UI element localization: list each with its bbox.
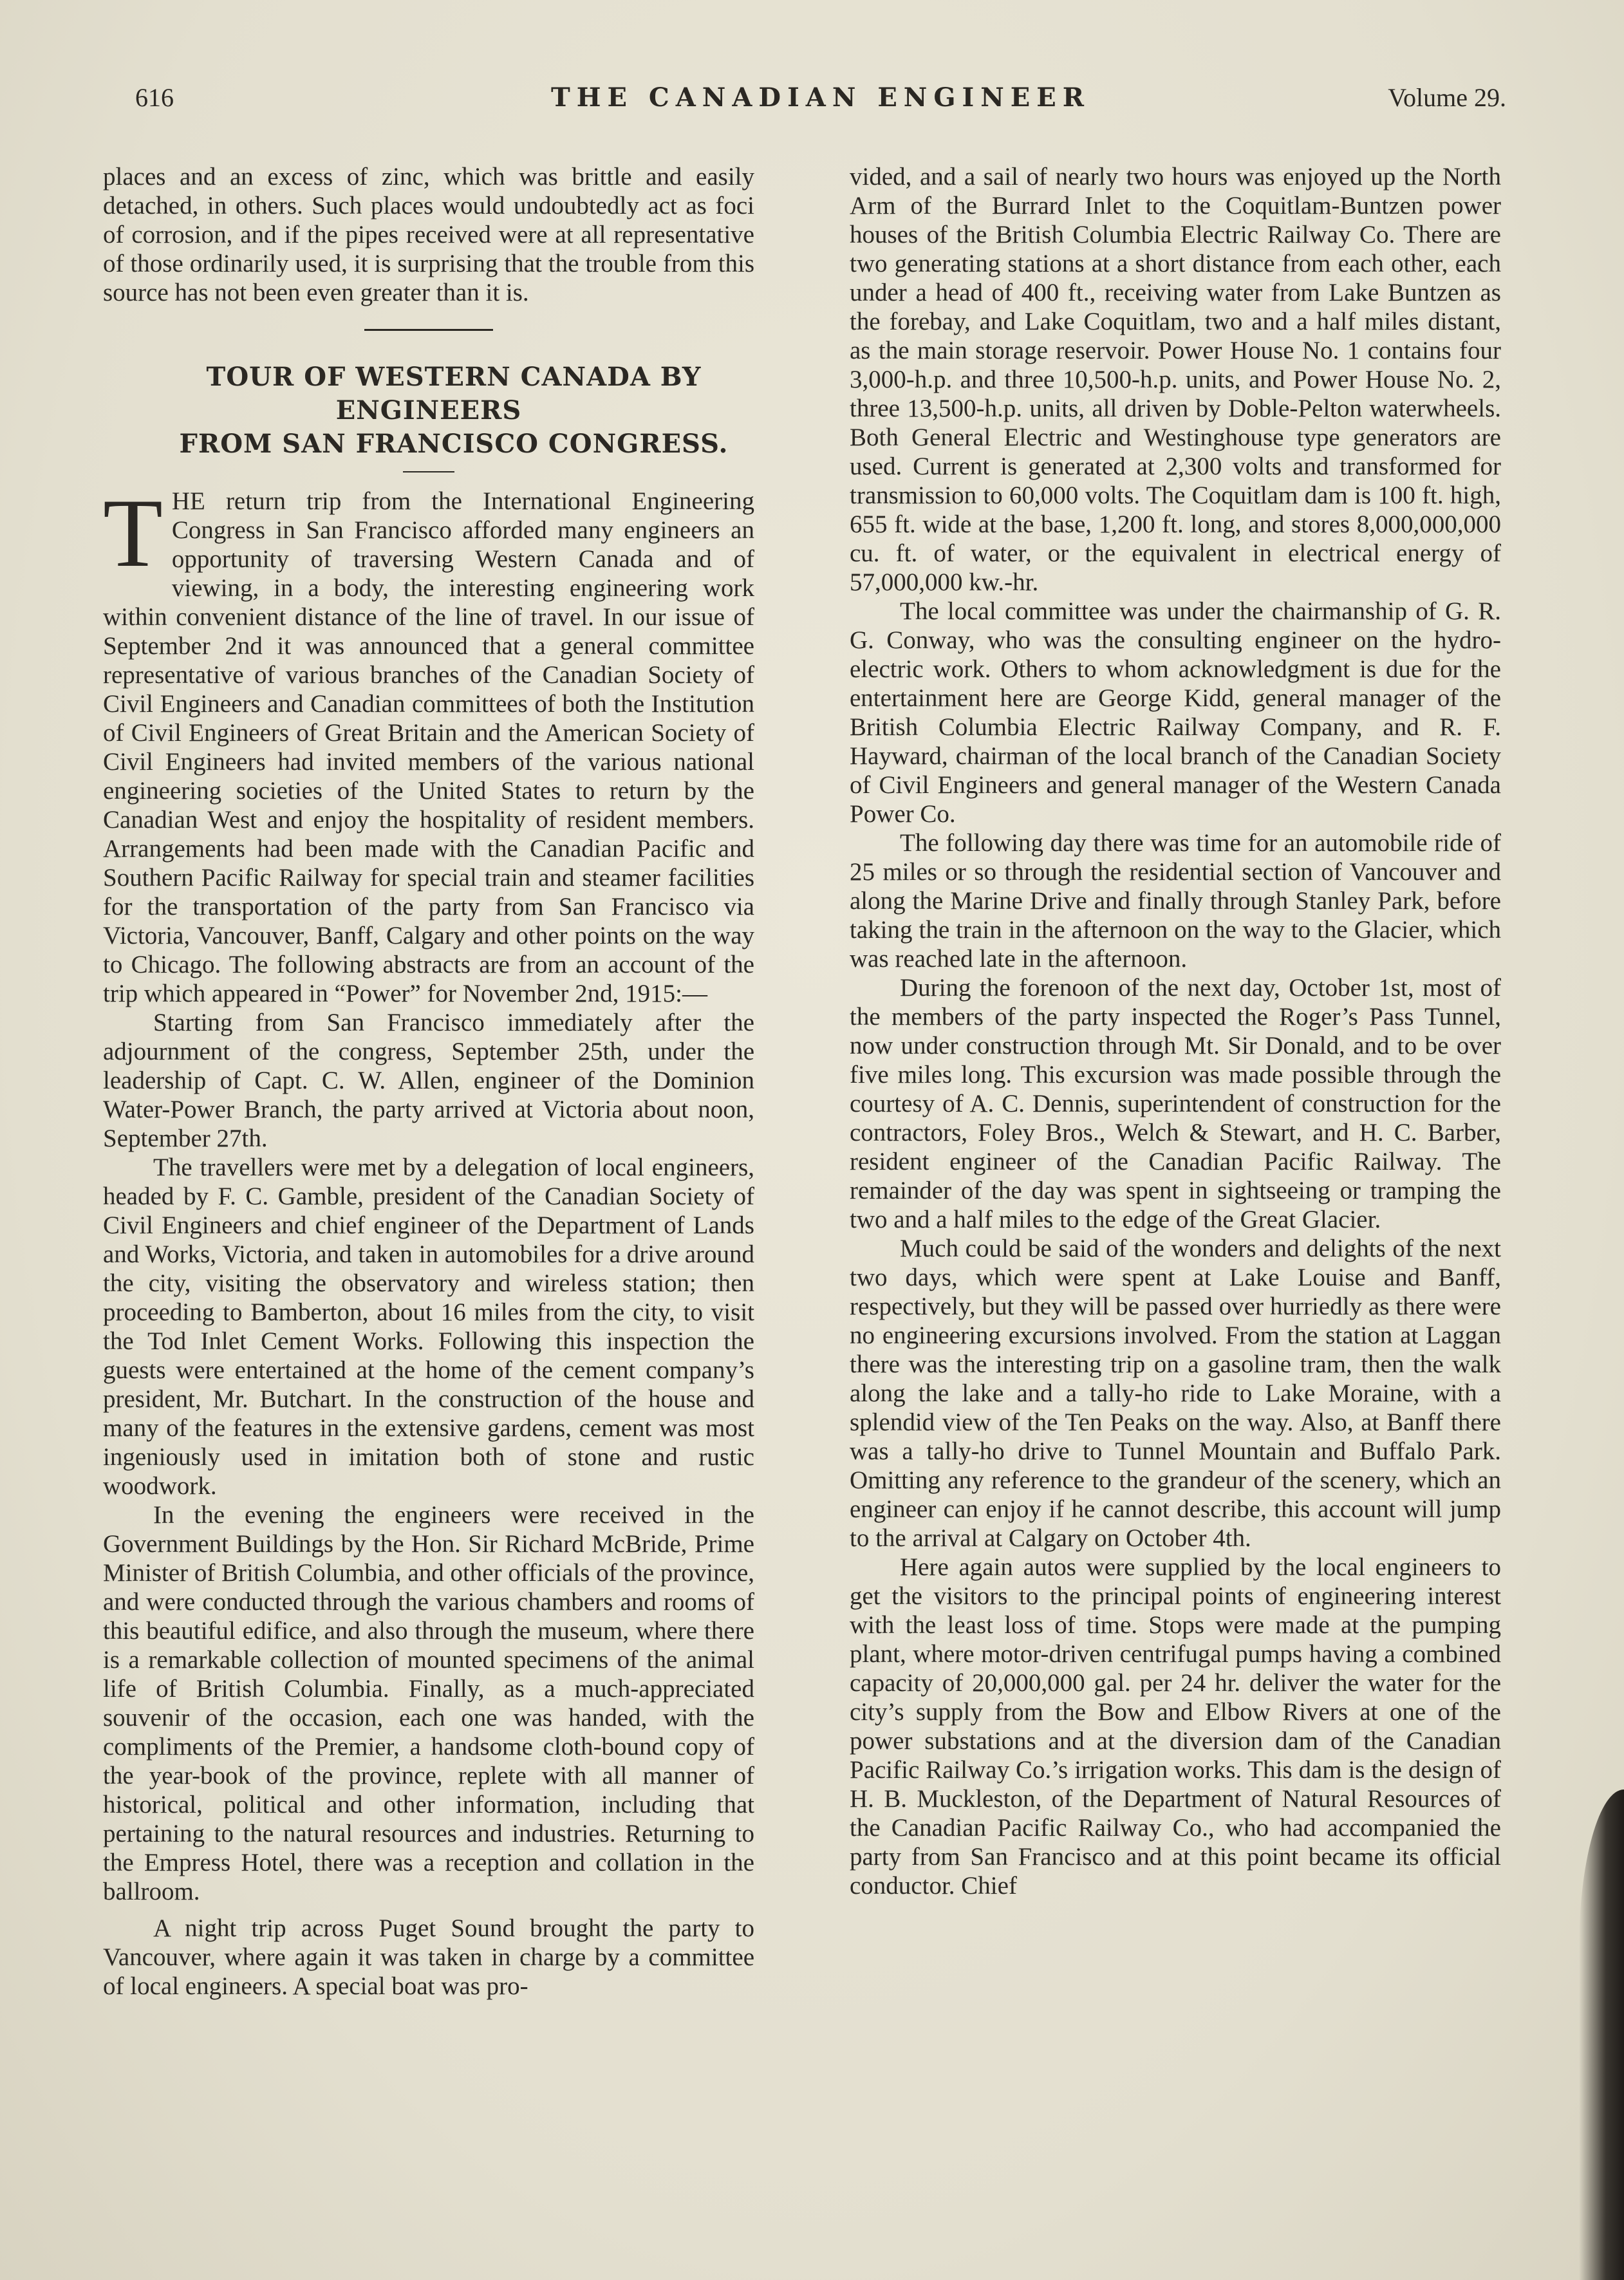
right-column (850, 162, 1501, 1900)
running-header (135, 82, 1506, 127)
binding-shadow (1579, 1789, 1624, 2280)
headline-rule (403, 471, 454, 472)
paragraph: The following day there was time for an automobile ride of 25 miles or so through the residential section of Vancouver and along the Marine Drive and finally through Stanley Park, before taking the train in the afternoon on the way to the Glacier, which was reached late in the afternoon. (850, 829, 1501, 973)
journal-title: THE CANADIAN ENGINEER (550, 82, 1091, 113)
paragraph: Here again autos were supplied by the local engineers to get the visitors to the principal points of engineering interest with the least loss of time. Stops were made at the pumping plant, where motor-driven centrifugal pumps having a combined capacity of 20,000,000 gal. per 24 hr. deliver the water for the city’s supply from the Bow and Elbow Rivers at one of the power substations and at the diversion dam of the Canadian Pacific Railway Co.’s irrigation works. This dam is the design of H. B. Muckleston, of the Department of Natural Resources of the Canadian Pacific Railway Co., who had accompanied the party from San Francisco and at this point became its official conductor. Chief (850, 1553, 1501, 1900)
intro-continuation: places and an excess of zinc, which was brittle and easily detached, in others. Such places would undoubtedly act as foci of corrosion, and if the pipes received were at all representative of those ordinarily used, it is surprising that the trouble from this source has not been even greater than it is. (103, 163, 754, 306)
page-number: 616 (135, 83, 174, 112)
paragraph-text: HE return trip from the International Engineering Congress in San Francisco afforded many engineers an opportunity of traversing Western Canada and of viewing, in a body, the interesting engineering work within convenient distance of the line of travel. In our issue of September 2nd it was announced that a general committee representative of various branches of the Canadian Society of Civil Engineers and Canadian committees of both the Institution of Civil Engineers of Great Britain and the American Society of Civil Engineers had invited members of the various national engineering societies of the United States to return by the Canadian West and enjoy the hospitality of resident members. Arrangements had been made with the Canadian Pacific and Southern Pacific Railway for special train and steamer facilities for the transportation of the party from San Francisco via Victoria, Vancouver, Banff, Calgary and other points on the way to Chicago. The following abstracts are from an account of the trip which appeared in “Power” for November 2nd, 1915:— (103, 487, 754, 1007)
paragraph: In the evening the engineers were received in the Government Buildings by the Hon. Sir Richard McBride, Prime Minister of British Columbia, and other officials of the province, and were conducted through the various chambers and rooms of this beautiful edifice, and also through the museum, where there is a remarkable collection of mounted specimens of the animal life of British Columbia. Finally, as a much-appreciated souvenir of the occasion, each one was handed, with the compliments of the Premier, a handsome cloth-bound copy of the year-book of the province, replete with all manner of historical, political and other information, including that pertaining to the natural resources and industries. Returning to the Empress Hotel, there was a reception and collation in the ballroom. (103, 1501, 755, 1905)
drop-cap: T (103, 479, 163, 587)
paragraph: The local committee was under the chairmanship of G. R. G. Conway, who was the consulting engineer on the hydro-electric work. Others to whom acknowledgment is due for the entertainment here are George Kidd, general manager of the British Columbia Electric Railway Company, and R. F. Hayward, chairman of the local branch of the Canadian Society of Civil Engineers and general manager of the Western Canada Power Co. (850, 597, 1501, 828)
paragraph: vided, and a sail of nearly two hours was enjoyed up the North Arm of the Burrard Inlet to the Coquitlam-Buntzen power houses of the British Columbia Electric Railway Co. There are two generating stations at a short distance from each other, each under a head of 400 ft., receiving water from Lake Buntzen as the forebay, and Lake Coquitlam, two and a half miles distant, as the main storage reservoir. Power House No. 1 contains four 3,000-h.p. and three 10,500-h.p. units, and Power House No. 2, three 13,500-h.p. units, all driven by Doble-Pelton waterwheels. Both General Electric and Westinghouse type generators are used. Current is generated at 2,300 volts and transformed for transmission to 60,000 volts. The Coquitlam dam is 100 ft. high, 655 ft. wide at the base, 1,200 ft. long, and stores 8,000,000,000 cu. ft. of water, or the equivalent in electrical energy of 57,000,000 kw.-hr. (850, 163, 1501, 596)
paragraph: Starting from San Francisco immediately after the adjournment of the congress, September 25th, under the leadership of Capt. C. W. Allen, engineer of the Dominion Water-Power Branch, the party arrived at Victoria about noon, September 27th. (103, 1009, 754, 1152)
paragraph (103, 479, 754, 1008)
section-divider (364, 329, 493, 331)
paragraph: A night trip across Puget Sound brought the party to Vancouver, where again it was taken in charge by a committee of local engineers. A special boat was pro- (103, 1914, 754, 2000)
volume-label: Volume 29. (1388, 83, 1506, 112)
article-headline-line1: TOUR OF WESTERN CANADA BY ENGINEERS (206, 362, 702, 425)
left-column (103, 162, 754, 2001)
paragraph: Much could be said of the wonders and delights of the next two days, which were spent at Lake Louise and Banff, respectively, but they will be passed over hurriedly as there were no engineering excursions involved. From the station at Laggan there was the interesting trip on a gasoline tram, then the walk along the lake and a tally-ho ride to Lake Moraine, with a splendid view of the Ten Peaks on the way. Also, at Banff there was a tally-ho drive to Tunnel Mountain and Buffalo Park. Omitting any reference to the grandeur of the scenery, which an engineer can enjoy if he cannot describe, this account will jump to the arrival at Calgary on October 4th. (850, 1235, 1501, 1552)
paragraph: The travellers were met by a delegation of local engineers, headed by F. C. Gamble, president of the Canadian Society of Civil Engineers and chief engineer of the Department of Lands and Works, Victoria, and taken in automobiles for a drive around the city, visiting the observatory and wireless station; then proceeding to Bamberton, about 16 miles from the city, to visit the Tod Inlet Cement Works. Following this inspection the guests were entertained at the home of the cement company’s president, Mr. Butchart. In the construction of the house and many of the features in the extensive gardens, cement was most ingeniously used in imitation both of stone and rustic woodwork. (103, 1154, 754, 1500)
paragraph: During the forenoon of the next day, October 1st, most of the members of the party inspected the Roger’s Pass Tunnel, now under construction through Mt. Sir Donald, and to be over five miles long. This excursion was made possible through the courtesy of A. C. Dennis, superintendent of construction for the contractors, Foley Bros., Welch & Stewart, and H. C. Barber, resident engineer of the Canadian Pacific Railway. The remainder of the day was spent in sightseeing or tramping the two and a half miles to the edge of the Great Glacier. (850, 974, 1501, 1233)
article-headline-line2: FROM SAN FRANCISCO CONGRESS. (179, 429, 729, 459)
